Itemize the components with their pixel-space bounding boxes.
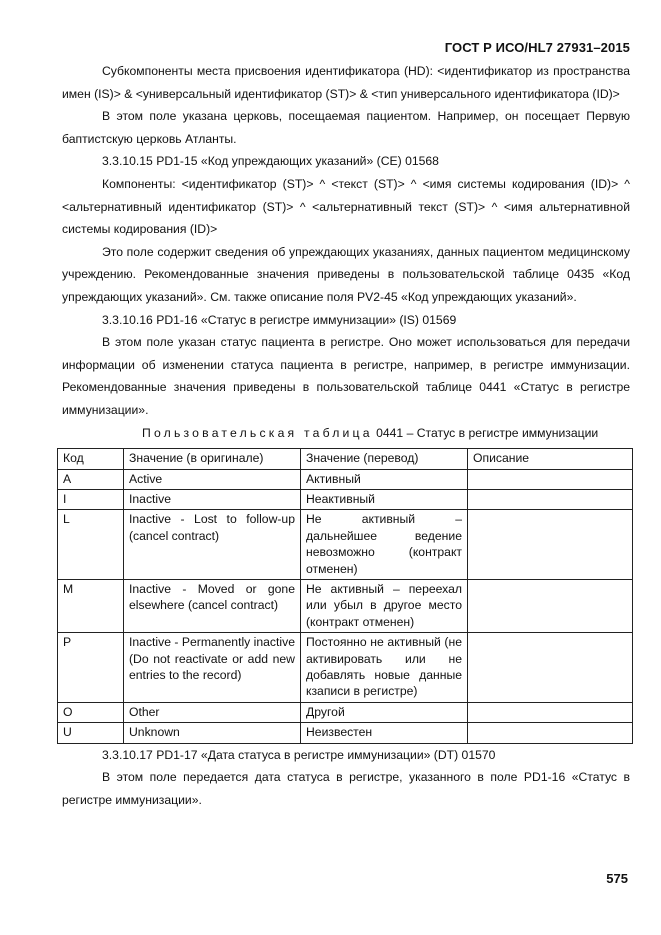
- cell-code: P: [58, 633, 124, 703]
- paragraph-pd1-16-description: В этом поле указан статус пациента в регистре. Оно может использоваться для передачи информации об изменении статуса пациента в регистре, например, в регистре иммунизации. Рекомендованные значения приведены в пользовательской таблице 0441 «Статус в регистре иммунизации».: [62, 335, 630, 417]
- table-header-row: [58, 449, 633, 469]
- page-number: 575: [606, 871, 628, 886]
- cell-original: Inactive - Lost to follow-up (cancel contract): [124, 510, 301, 580]
- cell-description: [468, 633, 633, 703]
- section-heading-pd1-17: 3.3.10.17 PD1-17 «Дата статуса в регистре иммунизации» (DT) 01570: [102, 747, 496, 762]
- cell-code: U: [58, 723, 124, 743]
- cell-original: Inactive - Permanently inactive (Do not reactivate or add new entries to the record): [124, 633, 301, 703]
- cell-translation: Другой: [301, 702, 468, 722]
- cell-original: Inactive - Moved or gone elsewhere (cancel contract): [124, 579, 301, 632]
- table-row: [58, 469, 633, 489]
- cell-original: Other: [124, 702, 301, 722]
- document-body: [62, 60, 630, 811]
- cell-description: [468, 723, 633, 743]
- table-caption-title: 0441 – Статус в регистре иммунизации: [376, 425, 599, 440]
- header-translated-value: Значение (перевод): [301, 449, 468, 469]
- cell-code: M: [58, 579, 124, 632]
- table-row: [58, 510, 633, 580]
- cell-code: O: [58, 702, 124, 722]
- table-row: [58, 723, 633, 743]
- standard-header: ГОСТ Р ИСО/HL7 27931–2015: [444, 40, 630, 55]
- section-heading-pd1-16: 3.3.10.16 PD1-16 «Статус в регистре иммунизации» (IS) 01569: [102, 312, 457, 327]
- header-code: Код: [58, 449, 124, 469]
- table-row: [58, 489, 633, 509]
- table-row: [58, 579, 633, 632]
- paragraph-church: В этом поле указана церковь, посещаемая пациентом. Например, он посещает Первую баптистскую церковь Атланты.: [62, 109, 630, 146]
- table-caption: [62, 422, 630, 445]
- section-heading-pd1-15: 3.3.10.15 PD1-15 «Код упреждающих указаний» (CE) 01568: [102, 154, 439, 169]
- paragraph-pd1-17-description: В этом поле передается дата статуса в регистре, указанного в поле PD1-16 «Статус в регистре иммунизации».: [62, 770, 630, 807]
- cell-translation: Активный: [301, 469, 468, 489]
- paragraph-pd1-15-components: Компоненты: <идентификатор (ST)> ^ <текст (ST)> ^ <имя системы кодирования (ID)> ^ <альтернативный идентификатор (ST)> ^ <альтернативный текст (ST)> ^ <имя альтернативной системы кодирования (ID)>: [62, 176, 630, 237]
- cell-description: [468, 489, 633, 509]
- table-row: [58, 702, 633, 722]
- cell-description: [468, 469, 633, 489]
- table-row: [58, 633, 633, 703]
- table-caption-label: Пользовательская таблица: [142, 425, 373, 440]
- cell-translation: Неактивный: [301, 489, 468, 509]
- paragraph-hd-subcomponents: Субкомпоненты места присвоения идентификатора (HD): <идентификатор из пространства имен (IS)> & <универсальный идентификатор (ST)> & <тип универсального идентификатора (ID)>: [62, 64, 630, 101]
- cell-description: [468, 510, 633, 580]
- header-description: Описание: [468, 449, 633, 469]
- cell-translation: Неизвестен: [301, 723, 468, 743]
- cell-translation: Постоянно не активный (не активировать или не добавлять новые данные кзаписи в регистре): [301, 633, 468, 703]
- header-original-value: Значение (в оригинале): [124, 449, 301, 469]
- cell-translation: Не активный – переехал или убыл в другое место (контракт отменен): [301, 579, 468, 632]
- paragraph-pd1-15-description: Это поле содержит сведения об упреждающих указаниях, данных пациентом медицинскому учреждению. Рекомендованные значения приведены в пользовательской таблице 0435 «Код упреждающих указаний». См. также описание поля PV2-45 «Код упреждающих указаний».: [62, 244, 630, 304]
- cell-code: L: [58, 510, 124, 580]
- cell-code: I: [58, 489, 124, 509]
- immunization-status-table: [57, 448, 633, 744]
- cell-description: [468, 702, 633, 722]
- cell-original: Inactive: [124, 489, 301, 509]
- cell-description: [468, 579, 633, 632]
- cell-original: Active: [124, 469, 301, 489]
- cell-code: A: [58, 469, 124, 489]
- cell-translation: Не активный – дальнейшее ведение невозможно (контракт отменен): [301, 510, 468, 580]
- cell-original: Unknown: [124, 723, 301, 743]
